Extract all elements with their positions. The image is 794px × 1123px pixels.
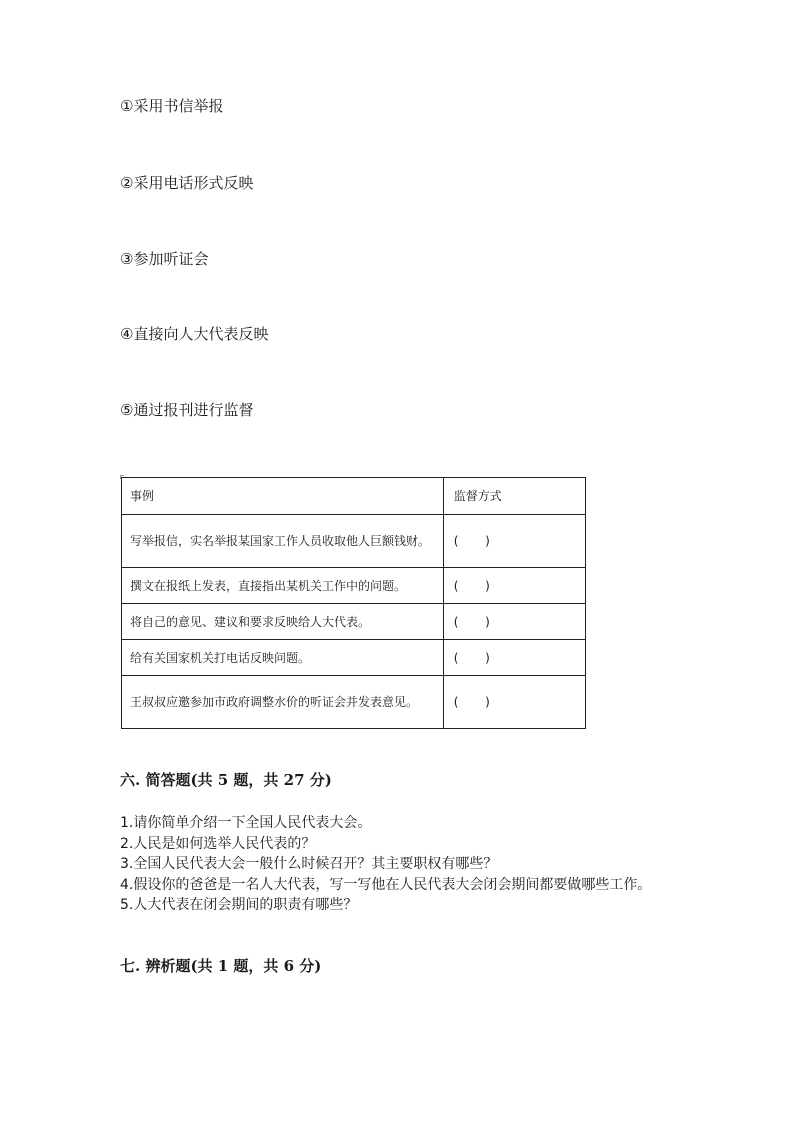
table-row [122, 515, 586, 568]
answer-parens: ( ) [453, 614, 490, 629]
section-6-title: 六. 简答题(共 5 题，共 27 分) [120, 771, 332, 789]
answer-blank[interactable] [443, 640, 585, 676]
table-row [122, 676, 586, 729]
answer-blank[interactable] [443, 604, 585, 640]
answer-parens: ( ) [453, 534, 490, 548]
answer-blank[interactable] [443, 676, 585, 729]
option-3: ③参加听证会 [120, 250, 209, 268]
section-7-title: 七. 辨析题(共 1 题，共 6 分) [120, 957, 322, 975]
option-5: ⑤通过报刊进行监督 [120, 401, 254, 419]
question-item: 5.人大代表在闭会期间的职责有哪些？ [120, 897, 358, 913]
answer-blank[interactable] [443, 515, 585, 568]
table-row [122, 568, 586, 604]
answer-parens: ( ) [453, 650, 490, 665]
answer-blank[interactable] [443, 568, 585, 604]
question-item: 3.全国人民代表大会一般什么时候召开？其主要职权有哪些？ [120, 856, 498, 872]
answer-parens: ( ) [453, 578, 490, 593]
table-row [122, 604, 586, 640]
header-case: 事例 [122, 478, 444, 515]
case-cell: 王叔叔应邀参加市政府调整水价的听证会并发表意见。 [122, 676, 444, 729]
option-4: ④直接向人大代表反映 [120, 325, 269, 343]
header-method: 监督方式 [443, 478, 585, 515]
table-header-row [122, 478, 586, 515]
case-cell: 撰文在报纸上发表，直接指出某机关工作中的问题。 [122, 568, 444, 604]
case-cell: 将自己的意见、建议和要求反映给人大代表。 [122, 604, 444, 640]
answer-parens: ( ) [453, 695, 490, 709]
question-item: 1.请你简单介绍一下全国人民代表大会。 [120, 815, 372, 831]
supervision-table [121, 477, 586, 729]
question-item: 4.假设你的爸爸是一名人大代表，写一写他在人民代表大会闭会期间都要做哪些工作。 [120, 876, 652, 893]
question-item: 2.人民是如何选举人民代表的？ [120, 835, 316, 852]
case-cell: 写举报信，实名举报某国家工作人员收取他人巨额钱财。 [122, 515, 444, 568]
table-row [122, 640, 586, 676]
case-cell: 给有关国家机关打电话反映问题。 [122, 640, 444, 676]
option-1: ①采用书信举报 [120, 97, 224, 115]
option-2: ②采用电话形式反映 [120, 174, 254, 192]
short-answer-questions [120, 813, 680, 916]
